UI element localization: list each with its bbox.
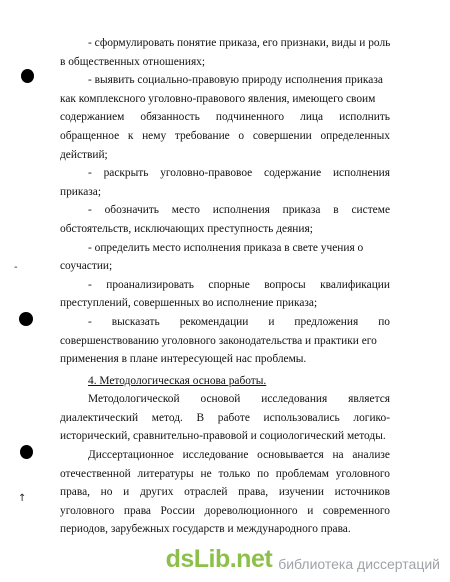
text-line: - высказать рекомендации и предложения по: [88, 315, 390, 328]
text-line: периодов, зарубежных государств и международного права.: [60, 523, 351, 536]
watermark-logo: dsLib.net: [165, 544, 273, 573]
text-line: действий;: [60, 148, 108, 161]
document-body: [60, 34, 390, 539]
binder-hole-top: [21, 69, 34, 83]
text-line: уголовного права России дореволюционного и современного: [60, 504, 390, 517]
binder-hole-middle: [19, 312, 33, 326]
binder-hole-bottom: [20, 445, 33, 459]
text-line: - раскрыть уголовно-правовое содержание исполнения: [88, 167, 390, 180]
text-line: преступлений, совершенных во исполнение приказа;: [60, 297, 318, 310]
text-line: Диссертационное исследование основывается на анализе: [88, 449, 390, 462]
methodology-paragraphs: [60, 390, 390, 539]
text-line: - определить место исполнения приказа в свете учения о: [88, 241, 364, 254]
text-line: приказа;: [60, 185, 102, 198]
text-line: исторический, сравнительно-правовой и социологический методы.: [60, 430, 386, 443]
text-line: как комплексного уголовно-правового явления, имеющего своим: [60, 92, 376, 105]
text-line: применения в плане интересующей нас проблемы.: [60, 353, 307, 366]
text-line: обращенное к нему требование о совершении определенных: [60, 129, 390, 142]
text-line: совершенствованию уголовного законодательства и практики его: [60, 334, 377, 347]
section-heading: 4. Методологическая основа работы.: [88, 374, 267, 387]
text-line: - сформулировать понятие приказа, его признаки, виды и роль: [88, 37, 390, 49]
text-line: - обозначить место исполнения приказа в системе: [88, 204, 390, 217]
text-line: обстоятельств, исключающих преступность деяния;: [60, 222, 313, 235]
text-line: Методологической основой исследования является: [88, 393, 390, 406]
text-line: содержанием обязанность подчиненного лица исполнить: [60, 111, 390, 124]
text-line: - проанализировать спорные вопросы квалификации: [88, 278, 390, 291]
watermark-subtitle: библиотека диссертаций: [278, 556, 440, 572]
scan-mark-arrow: ↑: [18, 493, 27, 504]
text-line: диалектический метод. В работе использовались логико-: [60, 411, 390, 424]
text-line: отечественной литературы не только по проблемам уголовного: [60, 467, 390, 480]
text-line: - выявить социально-правовую природу исполнения приказа: [88, 74, 383, 87]
dslib-watermark: [166, 540, 440, 578]
text-line: соучастии;: [60, 260, 113, 273]
text-line: в общественных отношениях;: [60, 55, 206, 68]
text-line: права, но и других отраслей права, изучении источников: [60, 486, 390, 499]
scan-mark-dot: -: [14, 262, 18, 273]
task-list: [60, 34, 390, 369]
